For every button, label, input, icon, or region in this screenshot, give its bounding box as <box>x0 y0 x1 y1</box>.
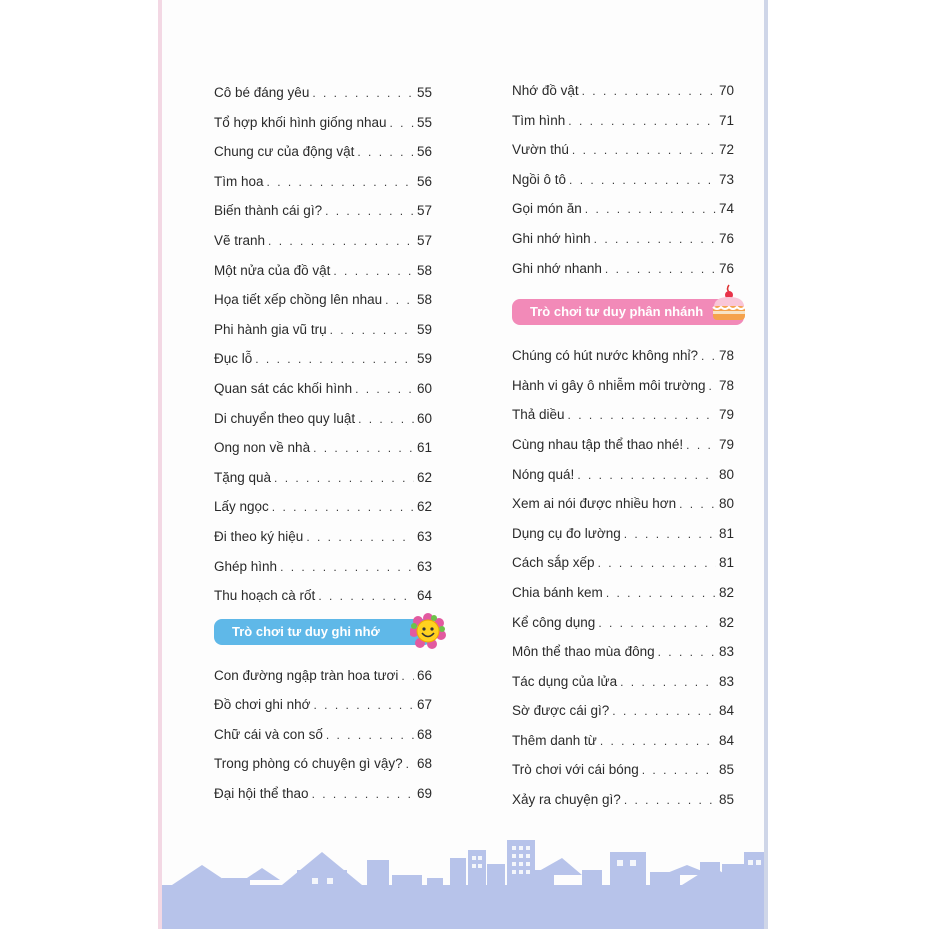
dot-leader <box>708 372 715 402</box>
toc-entry-title: Một nửa của đồ vật <box>214 262 331 278</box>
toc-entry <box>214 779 432 809</box>
toc-entry-title: Hành vi gây ô nhiễm môi trường <box>512 377 706 393</box>
dot-leader <box>274 464 414 494</box>
dot-leader <box>355 375 414 405</box>
toc-entry-title: Trò chơi với cái bóng <box>512 762 639 778</box>
dot-leader <box>306 523 414 553</box>
flower-icon <box>410 613 446 649</box>
dot-leader <box>267 168 414 198</box>
toc-entry <box>512 341 734 371</box>
toc-entry-title: Thêm danh từ <box>512 732 597 748</box>
toc-entry-title: Di chuyển theo quy luật <box>214 410 356 426</box>
toc-entry-title: Vườn thú <box>512 142 569 158</box>
toc-entry-page: 76 <box>718 230 734 246</box>
toc-entry-page: 57 <box>416 232 432 248</box>
toc-entry-title: Chia bánh kem <box>512 584 603 600</box>
toc-entry <box>214 581 432 611</box>
toc-entry-page: 78 <box>718 348 734 364</box>
toc-entry-page: 82 <box>718 614 734 630</box>
toc-entry-page: 81 <box>718 555 734 571</box>
toc-entry-page: 84 <box>718 732 734 748</box>
toc-entry-page: 85 <box>718 762 734 778</box>
dot-leader <box>255 345 414 375</box>
toc-entry-page: 67 <box>416 697 432 713</box>
section-header-memory <box>214 617 432 647</box>
toc-entry <box>512 696 734 726</box>
toc-entry <box>214 344 432 374</box>
toc-entry <box>512 194 734 224</box>
toc-entry <box>214 256 432 286</box>
toc-entry-title: Kể công dụng <box>512 614 596 630</box>
toc-entry-page: 59 <box>416 321 432 337</box>
dot-leader <box>598 609 716 639</box>
toc-list <box>512 341 734 815</box>
toc-entry <box>214 285 432 315</box>
toc-entry <box>512 430 734 460</box>
toc-entry <box>214 522 432 552</box>
section-header-branching <box>512 297 734 327</box>
toc-entry-title: Nhớ đồ vật <box>512 83 579 98</box>
dot-leader <box>605 255 716 285</box>
dot-leader <box>314 691 414 721</box>
page-edge-blue <box>764 0 768 929</box>
dot-leader <box>312 780 414 810</box>
toc-entry <box>214 690 432 720</box>
toc-entry <box>512 489 734 519</box>
toc-entry-page: 68 <box>416 726 432 742</box>
toc-entry-title: Cùng nhau tập thể thao nhé! <box>512 436 684 452</box>
toc-entry <box>214 552 432 582</box>
toc-entry-page: 59 <box>416 351 432 367</box>
dot-leader <box>594 225 716 255</box>
toc-entry-title: Xem ai nói được nhiều hơn <box>512 496 677 512</box>
toc-entry-title: Họa tiết xếp chồng lên nhau <box>214 292 383 308</box>
toc-entry <box>512 224 734 254</box>
toc-entry-title: Chung cư của động vật <box>214 144 355 160</box>
dot-leader <box>624 520 716 550</box>
toc-entry-title: Tìm hình <box>512 112 566 128</box>
toc-entry-title: Xảy ra chuyện gì? <box>512 792 621 808</box>
toc-entry-title: Chữ cái và con số <box>214 726 323 742</box>
toc-entry <box>512 135 734 165</box>
toc-entry <box>512 106 734 136</box>
toc-entry-page: 80 <box>718 496 734 512</box>
dot-leader <box>658 638 716 668</box>
toc-entry-page: 82 <box>718 584 734 600</box>
cake-icon <box>710 283 748 327</box>
dot-leader <box>624 786 716 816</box>
toc-entry <box>512 608 734 638</box>
toc-right-column <box>512 76 734 815</box>
toc-entry-page: 56 <box>416 173 432 189</box>
toc-entry-page: 60 <box>416 380 432 396</box>
toc-entry <box>512 637 734 667</box>
toc-entry <box>512 667 734 697</box>
dot-leader <box>312 79 414 109</box>
toc-entry-page: 79 <box>718 407 734 423</box>
toc-entry <box>214 374 432 404</box>
toc-entry <box>214 196 432 226</box>
toc-entry-page: 64 <box>416 588 432 604</box>
section-title: Trò chơi tư duy ghi nhớ <box>214 619 432 645</box>
toc-entry-page: 68 <box>416 756 432 772</box>
toc-entry-title: Tặng quà <box>214 469 272 485</box>
toc-entry-page: 63 <box>416 528 432 544</box>
toc-entry-title: Quan sát các khối hình <box>214 380 353 396</box>
toc-entry <box>214 433 432 463</box>
toc-entry-title: Chúng có hút nước không nhỉ? <box>512 348 699 364</box>
toc-entry <box>512 578 734 608</box>
toc-entry-title: Đồ chơi ghi nhớ <box>214 697 311 713</box>
toc-entry <box>214 167 432 197</box>
toc-entry-title: Cách sắp xếp <box>512 555 595 571</box>
dot-leader <box>612 697 716 727</box>
toc-entry-title: Đi theo ký hiệu <box>214 528 304 544</box>
toc-entry-title: Ghép hình <box>214 558 278 574</box>
toc-entry-page: 55 <box>416 85 432 100</box>
toc-entry <box>214 78 432 108</box>
toc-entry-page: 63 <box>416 558 432 574</box>
toc-list <box>512 76 734 283</box>
dot-leader <box>600 727 716 757</box>
dot-leader <box>333 257 414 287</box>
dot-leader <box>686 431 716 461</box>
dot-leader <box>568 107 716 137</box>
toc-entry-title: Đục lỗ <box>214 351 253 367</box>
toc-entry <box>214 137 432 167</box>
toc-entry-title: Môn thể thao mùa đông <box>512 644 655 660</box>
toc-entry <box>214 720 432 750</box>
toc-entry-title: Dụng cụ đo lường <box>512 525 621 541</box>
dot-leader <box>679 490 716 520</box>
toc-entry <box>512 76 734 106</box>
toc-entry-title: Gọi món ăn <box>512 201 582 217</box>
dot-leader <box>330 316 414 346</box>
toc-entry <box>512 548 734 578</box>
toc-entry-page: 60 <box>416 410 432 426</box>
toc-entry <box>214 404 432 434</box>
dot-leader <box>585 195 716 225</box>
toc-entry-page: 55 <box>416 114 432 130</box>
toc-entry-title: Nóng quá! <box>512 466 575 482</box>
dot-leader <box>577 461 716 491</box>
toc-entry-page: 74 <box>718 201 734 217</box>
toc-entry-page: 70 <box>718 83 734 98</box>
city-skyline-icon <box>162 830 764 929</box>
toc-entry-title: Trong phòng có chuyện gì vậy? <box>214 756 403 772</box>
toc-entry-title: Đại hội thể thao <box>214 786 309 802</box>
toc-entry-page: 61 <box>416 440 432 456</box>
dot-leader <box>569 166 716 196</box>
dot-leader <box>642 756 716 786</box>
dot-leader <box>313 434 414 464</box>
toc-entry <box>214 749 432 779</box>
toc-list <box>214 78 432 611</box>
toc-entry-title: Sờ được cái gì? <box>512 703 610 719</box>
dot-leader <box>606 579 716 609</box>
toc-entry-page: 76 <box>718 260 734 276</box>
toc-entry-title: Ong non về nhà <box>214 440 311 456</box>
toc-left-column <box>214 78 432 809</box>
toc-entry <box>512 460 734 490</box>
toc-entry-page: 79 <box>718 436 734 452</box>
toc-entry-title: Ngồi ô tô <box>512 171 567 187</box>
dot-leader <box>401 662 414 692</box>
toc-entry <box>512 755 734 785</box>
dot-leader <box>620 668 716 698</box>
toc-entry <box>512 400 734 430</box>
dot-leader <box>582 77 716 107</box>
toc-entry-title: Tác dụng của lửa <box>512 673 618 689</box>
toc-entry <box>512 165 734 195</box>
toc-entry-title: Con đường ngập tràn hoa tươi <box>214 667 399 683</box>
toc-entry <box>214 226 432 256</box>
toc-entry-page: 78 <box>718 377 734 393</box>
toc-entry-page: 62 <box>416 469 432 485</box>
toc-entry-page: 66 <box>416 667 432 683</box>
toc-entry <box>512 785 734 815</box>
toc-entry-title: Cô bé đáng yêu <box>214 85 310 100</box>
section-title: Trò chơi tư duy phân nhánh <box>512 299 744 325</box>
toc-entry <box>214 108 432 138</box>
dot-leader <box>701 342 716 372</box>
dot-leader <box>572 136 716 166</box>
toc-entry <box>214 661 432 691</box>
toc-entry-page: 85 <box>718 792 734 808</box>
toc-entry-page: 58 <box>416 292 432 308</box>
toc-entry-page: 83 <box>718 673 734 689</box>
dot-leader <box>280 553 414 583</box>
toc-entry <box>512 519 734 549</box>
toc-entry-page: 72 <box>718 142 734 158</box>
toc-entry-page: 83 <box>718 644 734 660</box>
toc-entry-title: Thu hoạch cà rốt <box>214 588 316 604</box>
toc-entry-page: 84 <box>718 703 734 719</box>
toc-entry-page: 69 <box>416 786 432 802</box>
toc-entry-title: Biến thành cái gì? <box>214 203 323 219</box>
toc-entry-title: Ghi nhớ nhanh <box>512 260 602 276</box>
dot-leader <box>268 227 414 257</box>
dot-leader <box>598 549 716 579</box>
dot-leader <box>568 401 716 431</box>
toc-entry <box>512 371 734 401</box>
toc-entry <box>512 726 734 756</box>
toc-entry-page: 73 <box>718 171 734 187</box>
toc-entry <box>214 463 432 493</box>
toc-entry-page: 56 <box>416 144 432 160</box>
toc-entry-title: Ghi nhớ hình <box>512 230 591 246</box>
toc-entry-page: 80 <box>718 466 734 482</box>
dot-leader <box>272 493 414 523</box>
toc-entry-page: 62 <box>416 499 432 515</box>
toc-list <box>214 661 432 809</box>
toc-entry <box>512 254 734 284</box>
dot-leader <box>358 405 414 435</box>
toc-entry-page: 71 <box>718 112 734 128</box>
dot-leader <box>325 197 414 227</box>
toc-entry-title: Lấy ngọc <box>214 499 269 515</box>
toc-entry-page: 58 <box>416 262 432 278</box>
toc-entry-page: 81 <box>718 525 734 541</box>
toc-entry-title: Vẽ tranh <box>214 232 266 248</box>
toc-entry-title: Phi hành gia vũ trụ <box>214 321 327 337</box>
toc-entry <box>214 315 432 345</box>
dot-leader <box>357 138 414 168</box>
dot-leader <box>326 721 414 751</box>
dot-leader <box>406 750 414 780</box>
toc-entry-page: 57 <box>416 203 432 219</box>
dot-leader <box>385 286 414 316</box>
toc-entry <box>214 492 432 522</box>
toc-entry-title: Tìm hoa <box>214 173 264 189</box>
toc-entry-title: Thả diều <box>512 407 565 423</box>
dot-leader <box>389 109 413 139</box>
dot-leader <box>318 582 414 612</box>
toc-entry-title: Tổ hợp khối hình giống nhau <box>214 114 387 130</box>
